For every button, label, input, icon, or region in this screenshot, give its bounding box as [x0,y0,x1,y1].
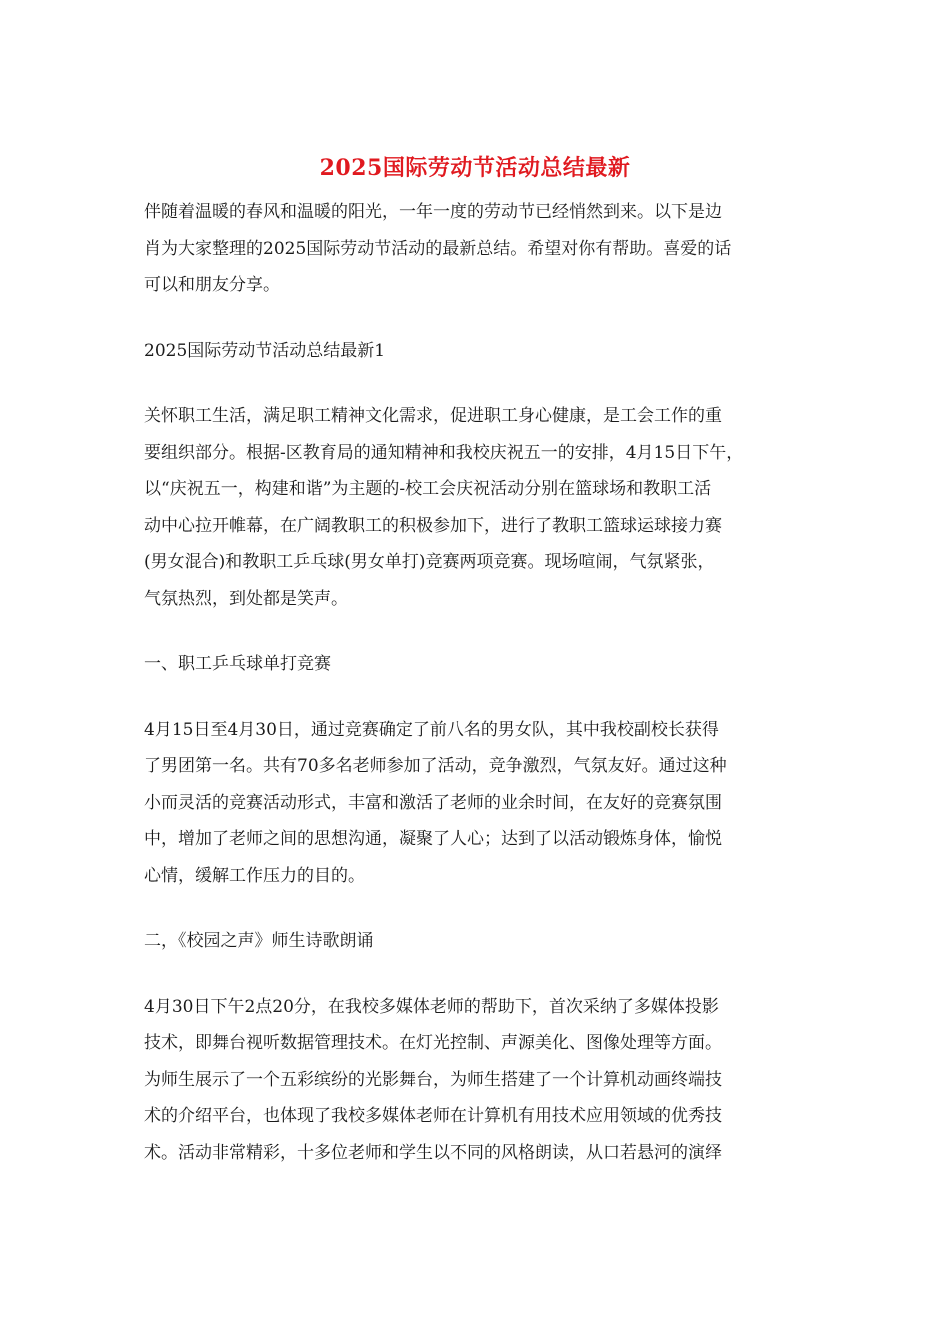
text-line: 可以和朋友分享。 [144,275,280,295]
text-line: 小而灵活的竞赛活动形式，丰富和激活了老师的业余时间，在友好的竞赛氛围 [144,792,722,813]
paragraph-gap [144,683,808,712]
paragraph-gap [144,369,808,398]
text-line: 技术，即舞台视听数据管理技术。在灯光控制、声源美化、图像处理等方面。 [144,1033,722,1053]
subsection-heading-1 [144,646,808,683]
body-paragraph [144,398,808,617]
text-line: 心情，缓解工作压力的目的。 [144,865,365,886]
intro-paragraph [144,194,808,304]
document-body [144,194,808,1171]
text-line: 要组织部分。根据-区教育局的通知精神和我校庆祝五一的安排，4月15日下午， [144,442,744,463]
text-line: (男女混合)和教职工乒乓球(男女单打)竞赛两项竞赛。现场喧闹，气氛紧张， [144,552,715,572]
text-line: 气氛热烈，到处都是笑声。 [144,588,348,609]
section-heading-1 [144,333,808,370]
text-line: 4月15日至4月30日，通过竞赛确定了前八名的男女队，其中我校副校长获得 [144,719,719,740]
text-line: 了男团第一名。共有70多名老师参加了活动，竞争激烈，气氛友好。通过这种 [144,756,727,776]
text-line: 动中心拉开帷幕，在广阔教职工的积极参加下，进行了教职工篮球运球接力赛 [144,515,722,536]
text-line: 2025国际劳动节活动总结最新1 [144,340,386,361]
text-line: 关怀职工生活，满足职工精神文化需求，促进职工身心健康，是工会工作的重 [144,406,722,426]
paragraph-gap [144,960,808,989]
paragraph-gap [144,617,808,646]
text-line: 一、职工乒乓球单打竞赛 [144,654,331,674]
text-line: 4月30日下午2点20分，在我校多媒体老师的帮助下，首次采纳了多媒体投影 [144,996,719,1017]
text-line: 中，增加了老师之间的思想沟通，凝聚了人心；达到了以活动锻炼身体，愉悦 [144,829,722,849]
text-line: 术的介绍平台，也体现了我校多媒体老师在计算机有用技术应用领域的优秀技 [144,1106,722,1126]
text-line: 以“庆祝五一，构建和谐”为主题的-校工会庆祝活动分别在篮球场和教职工活 [144,479,712,499]
body-paragraph [144,989,808,1172]
body-paragraph [144,712,808,895]
text-line: 伴随着温暖的春风和温暖的阳光，一年一度的劳动节已经悄然到来。以下是边 [144,202,722,222]
text-line: 二，《校园之声》师生诗歌朗诵 [144,931,374,951]
document-title: 2025国际劳动节活动总结最新 [319,155,631,181]
subsection-heading-2 [144,923,808,960]
paragraph-gap [144,894,808,923]
text-line: 肖为大家整理的2025国际劳动节活动的最新总结。希望对你有帮助。喜爱的话 [144,238,732,259]
paragraph-gap [144,304,808,333]
text-line: 为师生展示了一个五彩缤纷的光影舞台，为师生搭建了一个计算机动画终端技 [144,1069,722,1090]
text-line: 术。活动非常精彩，十多位老师和学生以不同的风格朗读，从口若悬河的演绎 [144,1142,722,1163]
